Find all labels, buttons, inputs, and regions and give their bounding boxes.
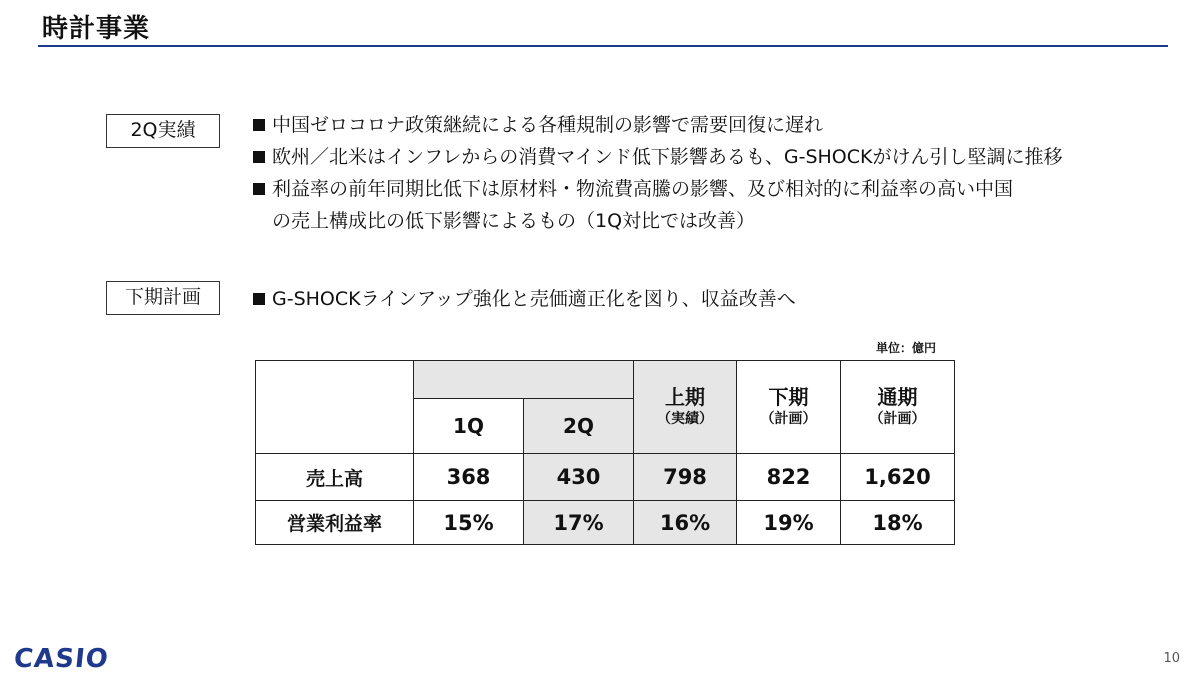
header-q1-label: 1Q xyxy=(453,414,484,438)
page-number: 10 xyxy=(1163,651,1180,666)
header-h2-sub: （計画） xyxy=(760,411,817,427)
cell-margin-q1: 15% xyxy=(414,501,524,545)
cell-sales-q1: 368 xyxy=(414,454,524,501)
header-h1 xyxy=(634,361,737,454)
table-corner-cell xyxy=(256,361,414,454)
square-bullet-icon xyxy=(253,183,265,195)
header-q1 xyxy=(414,399,524,454)
casio-logo: CASIO xyxy=(12,644,111,674)
cell-sales-fy: 1,620 xyxy=(841,454,955,501)
page-title: 時計事業 xyxy=(42,14,151,44)
list-item-continuation xyxy=(252,205,1062,237)
cell-sales-q2: 430 xyxy=(524,454,634,501)
bullet-text: 中国ゼロコロナ政策継続による各種規制の影響で需要回復に遅れ xyxy=(272,114,824,136)
header-fy-sub: （計画） xyxy=(869,411,926,427)
header-h1-main: 上期 xyxy=(665,385,705,409)
row-label-operating-margin: 営業利益率 xyxy=(256,501,414,545)
square-bullet-icon xyxy=(253,119,265,131)
title-divider xyxy=(38,45,1168,47)
cell-sales-h2: 822 xyxy=(737,454,841,501)
cell-sales-h1: 798 xyxy=(634,454,737,501)
cell-margin-q2: 17% xyxy=(524,501,634,545)
square-bullet-icon xyxy=(253,151,265,163)
financial-table xyxy=(255,360,955,545)
section-label-h2-plan: 下期計画 xyxy=(106,281,220,315)
row-label-sales: 売上高 xyxy=(256,454,414,501)
section-label-2q-results: 2Q実績 xyxy=(106,114,220,148)
table-row xyxy=(256,501,955,545)
bullet-text: の売上構成比の低下影響によるもの（1Q対比では改善） xyxy=(272,210,756,232)
header-q2-label: 2Q xyxy=(563,414,594,438)
header-fy-main: 通期 xyxy=(877,385,918,409)
bullet-text: 欧州／北米はインフレからの消費マインド低下影響あるも、G-SHOCKがけん引し堅調に推移 xyxy=(272,146,1063,168)
h1-group-header xyxy=(414,361,634,399)
header-fy xyxy=(841,361,955,454)
list-item xyxy=(252,141,1062,173)
unit-label: 単位：億円 xyxy=(876,341,937,355)
header-h2-main: 下期 xyxy=(768,385,809,409)
list-item xyxy=(252,109,1062,141)
bullet-list-h2-plan xyxy=(252,283,796,315)
table-header-row-top xyxy=(256,361,955,399)
bullet-text: G-SHOCKラインアップ強化と売価適正化を図り、収益改善へ xyxy=(272,288,796,310)
table-row xyxy=(256,454,955,501)
list-item xyxy=(252,173,1062,205)
header-h2 xyxy=(737,361,841,454)
header-h1-sub: （実績） xyxy=(657,411,713,427)
cell-margin-h2: 19% xyxy=(737,501,841,545)
bullet-list-2q-results xyxy=(252,109,1062,237)
list-item xyxy=(252,283,796,315)
header-q2 xyxy=(524,399,634,454)
cell-margin-fy: 18% xyxy=(841,501,955,545)
square-bullet-icon xyxy=(253,293,265,305)
bullet-text: 利益率の前年同期比低下は原材料・物流費高騰の影響、及び相対的に利益率の高い中国 xyxy=(272,178,1014,200)
cell-margin-h1: 16% xyxy=(634,501,737,545)
